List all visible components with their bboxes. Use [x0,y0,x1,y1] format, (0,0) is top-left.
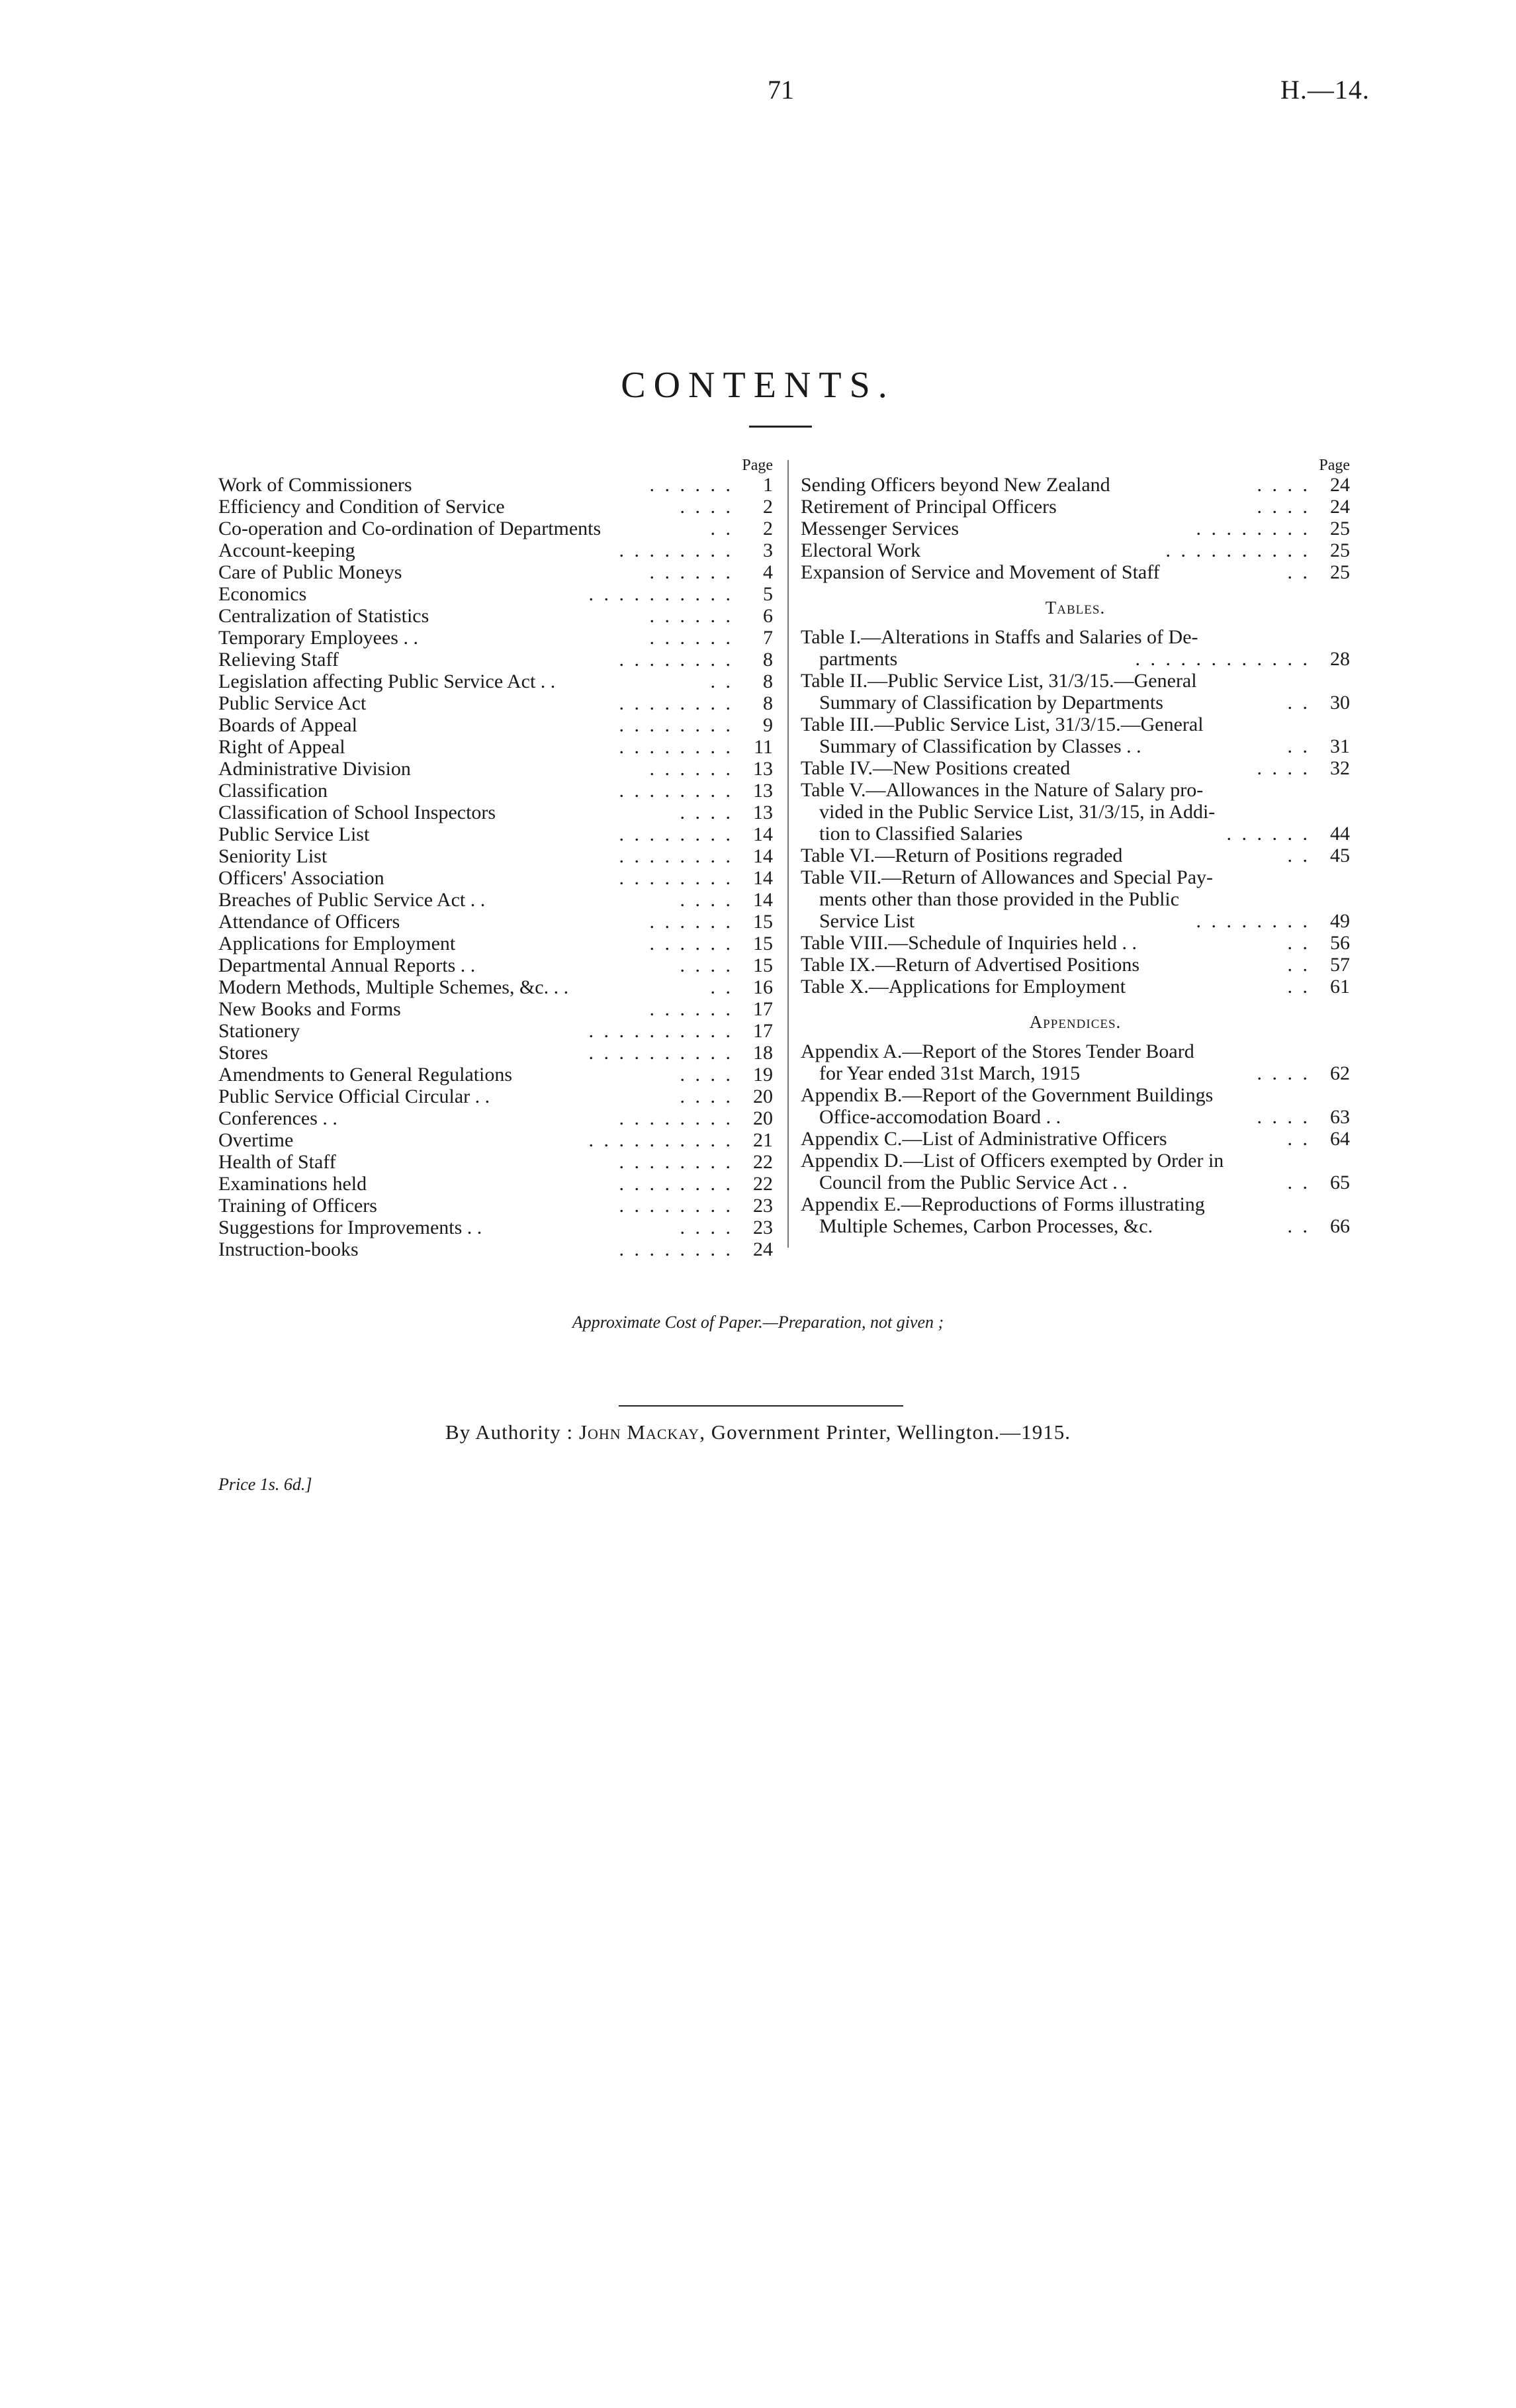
entry-page-number: 15 [753,911,773,933]
leader-dots: . . . . . . [645,933,734,954]
entry-title-continued: vided in the Public Service List, 31/3/15, in Addi- [819,801,1216,823]
leader-dots: . . . . . . . . [614,780,734,802]
leader-dots: . . . . . . . . [614,736,734,758]
contents-entry [218,1042,773,1064]
approximate-cost-note: Approximate Cost of Paper.—Preparation, not given ; [572,1313,944,1332]
contents-entry [218,736,773,758]
entry-title: Boards of Appeal [218,714,357,736]
title-rule [749,426,812,428]
entry-page-number: 61 [1330,976,1350,997]
leader-dots: . . [1282,692,1311,714]
table-entry [801,757,1350,779]
leader-dots: . . . . . . . . [614,845,734,867]
page-title: CONTENTS. [621,365,895,406]
entry-page-number: 65 [1330,1172,1350,1193]
entry-page-number: 25 [1330,518,1350,539]
contents-entry [218,561,773,583]
contents-entry [218,1129,773,1151]
entry-page-number: 17 [753,998,773,1020]
contents-right-column [801,457,1350,1237]
leader-dots: . . . . . . [645,998,734,1020]
contents-entry [801,474,1350,496]
entry-page-number: 7 [763,627,773,649]
leader-dots: . . . . . . . . . . [584,1020,734,1042]
entry-title: Public Service List [218,823,370,845]
entry-title: Table III.—Public Service List, 31/3/15.—General [801,714,1204,735]
contents-entry [801,518,1350,539]
entry-title: Appendix A.—Report of the Stores Tender Board [801,1041,1194,1062]
entry-title: Messenger Services [801,518,959,539]
leader-dots: . . . . . . . . [1191,518,1311,539]
leader-dots: . . . . . . . . [614,1173,734,1195]
entry-page-number: 31 [1330,735,1350,757]
entry-title [801,735,1350,757]
entry-page-number: 14 [753,867,773,889]
entry-title: Co-operation and Co-ordination of Departments [218,518,602,539]
entry-page-number: 17 [753,1020,773,1042]
leader-dots: . . . . . . [645,605,734,627]
entry-page-number: 57 [1330,954,1350,976]
leader-dots: . . . . . . . . . . [584,1042,734,1064]
entry-title: Table IV.—New Positions created [801,757,1071,779]
left-entries [218,474,773,1260]
contents-entry [218,954,773,976]
entry-title: Instruction-books [218,1238,359,1260]
leader-dots: . . [1282,561,1311,583]
entry-page-number: 23 [753,1195,773,1217]
entry-title: Public Service Act [218,692,367,714]
entry-page-number: 25 [1330,539,1350,561]
leader-dots: . . . . [675,1064,734,1086]
entry-title: Classification [218,780,328,802]
entry-title: Table X.—Applications for Employment [801,976,1126,997]
leader-dots: . . . . . . . . [614,1195,734,1217]
leader-dots: . . [1282,845,1311,866]
leader-dots: . . . . . . . . [614,714,734,736]
entry-page-number: 56 [1330,932,1350,954]
entry-title: Retirement of Principal Officers [801,496,1057,518]
leader-dots: . . . . [1252,474,1311,496]
entry-title: Electoral Work [801,539,921,561]
appendix-entry [801,1128,1350,1150]
leader-dots: . . [1282,1172,1311,1193]
entry-page-number: 13 [753,780,773,802]
entry-title: Table VIII.—Schedule of Inquiries held . . [801,932,1137,954]
printer-name: John Mackay [578,1420,700,1444]
entry-page-number: 24 [1330,474,1350,496]
leader-dots: . . [1282,954,1311,976]
leader-dots: . . . . . . . . . . [1161,539,1311,561]
entry-title: Appendix D.—List of Officers exempted by Order in [801,1150,1224,1172]
entry-title: Modern Methods, Multiple Schemes, &c. . . [218,976,569,998]
entry-page-number: 32 [1330,757,1350,779]
entry-page-number: 15 [753,954,773,976]
entry-title: Legislation affecting Public Service Act . . [218,671,556,692]
contents-entry [218,1151,773,1173]
entry-title: Right of Appeal [218,736,345,758]
contents-entry [218,1107,773,1129]
leader-dots: . . . . . . [645,474,734,496]
leader-dots: . . [705,671,734,692]
entry-title: Centralization of Statistics [218,605,429,627]
leader-dots: . . . . . . [645,561,734,583]
leader-dots: . . . . [675,1217,734,1238]
entry-title: Examinations held [218,1173,367,1195]
entry-page-number: 8 [763,649,773,671]
contents-entry [218,823,773,845]
entry-title-continued: Council from the Public Service Act . . [819,1172,1128,1193]
contents-entry [218,911,773,933]
leader-dots: . . . . . . . . . . . . [1130,648,1311,670]
entry-title: Training of Officers [218,1195,377,1217]
entry-title-continued: Multiple Schemes, Carbon Processes, &c. [819,1215,1153,1237]
leader-dots: . . . . . . . . [1191,910,1311,932]
appendix-entry [801,1084,1350,1128]
entry-title-continued: Service List [819,910,915,932]
document-reference: H.—14. [1280,75,1370,105]
leader-dots: . . . . [675,1086,734,1107]
appendices-heading: Appendices. [1029,1012,1122,1032]
leader-dots: . . [705,518,734,539]
entry-title: Conferences . . [218,1107,337,1129]
leader-dots: . . . . [675,889,734,911]
entry-title [801,801,1350,823]
leader-dots: . . . . . . . . [614,539,734,561]
entry-page-number: 3 [763,539,773,561]
entry-page-number: 45 [1330,845,1350,866]
appendices-entries [801,1041,1350,1237]
entry-title: Economics [218,583,307,605]
entry-title [801,1215,1350,1237]
contents-entry [218,1195,773,1217]
leader-dots: . . . . [1252,1106,1311,1128]
entry-title-continued: partments [819,648,898,670]
page-number: 71 [768,75,794,105]
leader-dots: . . [1282,1128,1311,1150]
leader-dots: . . [1282,1215,1311,1237]
contents-entry [218,605,773,627]
entry-page-number: 14 [753,845,773,867]
leader-dots: . . . . [675,496,734,518]
entry-title: Applications for Employment [218,933,456,954]
entry-page-number: 25 [1330,561,1350,583]
table-entry [801,714,1350,757]
contents-entry [218,889,773,911]
entry-page-number: 2 [763,518,773,539]
leader-dots: . . . . . . . . . . [584,1129,734,1151]
leader-dots: . . . . . . . . . . [584,583,734,605]
leader-dots: . . [1282,976,1311,997]
table-entry [801,954,1350,976]
right-entries [801,474,1350,583]
entry-title: Departmental Annual Reports . . [218,954,476,976]
entry-page-number: 30 [1330,692,1350,714]
contents-entry [218,780,773,802]
leader-dots: . . . . [675,802,734,823]
leader-dots: . . . . . . . . [614,1238,734,1260]
contents-entry [218,583,773,605]
leader-dots: . . . . . . [645,911,734,933]
leader-dots: . . . . . . [1222,823,1311,845]
contents-entry [218,998,773,1020]
appendix-entry [801,1193,1350,1237]
contents-entry [218,845,773,867]
authority-prefix: By Authority : [445,1420,574,1444]
entry-title: Table VII.—Return of Allowances and Special Pay- [801,866,1214,888]
contents-entry [218,1020,773,1042]
entry-page-number: 8 [763,692,773,714]
entry-title: Table VI.—Return of Positions regraded [801,845,1123,866]
contents-entry [218,496,773,518]
column-divider [787,460,789,1248]
entry-title-continued: Summary of Classification by Departments [819,692,1163,714]
contents-entry [218,671,773,692]
contents-entry [218,1238,773,1260]
contents-entry [218,933,773,954]
contents-entry [218,692,773,714]
entry-page-number: 21 [753,1129,773,1151]
entry-title-continued: for Year ended 31st March, 1915 [819,1062,1081,1084]
contents-entry [801,561,1350,583]
page-column-label: Page [742,457,773,474]
entry-title: Classification of School Inspectors [218,802,496,823]
entry-page-number: 22 [753,1173,773,1195]
entry-title: Relieving Staff [218,649,339,671]
page-column-label: Page [1319,457,1350,474]
entry-page-number: 66 [1330,1215,1350,1237]
entry-title: Health of Staff [218,1151,336,1173]
entry-title: Stationery [218,1020,300,1042]
table-entry [801,670,1350,714]
leader-dots: . . . . [1252,496,1311,518]
entry-title: Account-keeping [218,539,355,561]
entry-page-number: 62 [1330,1062,1350,1084]
leader-dots: . . . . . . . . [614,692,734,714]
entry-title: New Books and Forms [218,998,401,1020]
leader-dots: . . . . . . . . [614,1151,734,1173]
entry-page-number: 28 [1330,648,1350,670]
table-entry [801,976,1350,997]
contents-entry [218,802,773,823]
tables-entries [801,626,1350,997]
entry-page-number: 2 [763,496,773,518]
contents-entry [801,539,1350,561]
entry-page-number: 24 [753,1238,773,1260]
entry-title: Attendance of Officers [218,911,400,933]
leader-dots: . . . . . . . . [614,649,734,671]
contents-entry [218,539,773,561]
entry-title: Work of Commissioners [218,474,412,496]
contents-entry [218,518,773,539]
appendix-entry [801,1150,1350,1193]
entry-page-number: 23 [753,1217,773,1238]
entry-title-continued: Office-accomodation Board . . [819,1106,1061,1128]
entry-title: Table II.—Public Service List, 31/3/15.—General [801,670,1197,692]
entry-title: Appendix B.—Report of the Government Buildings [801,1084,1214,1106]
entry-page-number: 44 [1330,823,1350,845]
leader-dots: . . . . . . . . [614,1107,734,1129]
entry-title: Appendix C.—List of Administrative Officers [801,1128,1167,1150]
contents-entry [218,1064,773,1086]
entry-page-number: 20 [753,1086,773,1107]
contents-entry [801,496,1350,518]
table-entry [801,866,1350,932]
table-entry [801,845,1350,866]
entry-page-number: 22 [753,1151,773,1173]
leader-dots: . . . . [1252,757,1311,779]
entry-page-number: 18 [753,1042,773,1064]
entry-title: Suggestions for Improvements . . [218,1217,482,1238]
contents-entry [218,1086,773,1107]
tables-heading: Tables. [1045,598,1106,618]
footer-rule [619,1405,903,1407]
leader-dots: . . [1282,932,1311,954]
entry-page-number: 15 [753,933,773,954]
contents-entry [218,867,773,889]
leader-dots: . . . . . . [645,758,734,780]
contents-entry [218,649,773,671]
entry-title: Care of Public Moneys [218,561,402,583]
leader-dots: . . [705,976,734,998]
contents-entry [218,627,773,649]
entry-title: Sending Officers beyond New Zealand [801,474,1110,496]
entry-title: Public Service Official Circular . . [218,1086,490,1107]
entry-title: Breaches of Public Service Act . . [218,889,486,911]
entry-title-continued: ments other than those provided in the Public [819,888,1180,910]
entry-page-number: 49 [1330,910,1350,932]
contents-entry [218,758,773,780]
leader-dots: . . . . . . . . [614,867,734,889]
entry-title: Stores [218,1042,268,1064]
entry-page-number: 11 [754,736,773,758]
entry-title: Officers' Association [218,867,384,889]
leader-dots: . . . . . . . . [614,823,734,845]
entry-page-number: 14 [753,823,773,845]
contents-entry [218,1173,773,1195]
leader-dots: . . . . . . [645,627,734,649]
contents-entry [218,474,773,496]
entry-title: Overtime [218,1129,294,1151]
price-note: Price 1s. 6d.] [218,1475,312,1494]
authority-suffix: , Government Printer, Wellington.—1915. [699,1420,1071,1444]
leader-dots: . . . . [675,954,734,976]
leader-dots: . . . . [1252,1062,1311,1084]
table-entry [801,626,1350,670]
entry-title: Seniority List [218,845,328,867]
entry-page-number: 1 [763,474,773,496]
entry-title: Table IX.—Return of Advertised Positions [801,954,1140,976]
entry-page-number: 24 [1330,496,1350,518]
entry-page-number: 13 [753,758,773,780]
entry-title: Table V.—Allowances in the Nature of Salary pro- [801,779,1204,801]
authority-line [0,1420,1516,1444]
contents-left-column [218,457,773,1260]
entry-title: Temporary Employees . . [218,627,418,649]
entry-title: Amendments to General Regulations [218,1064,513,1086]
entry-page-number: 9 [763,714,773,736]
entry-title-continued: tion to Classified Salaries [819,823,1023,845]
entry-title [801,1172,1350,1193]
entry-page-number: 13 [753,802,773,823]
contents-entry [218,976,773,998]
table-entry [801,932,1350,954]
entry-page-number: 4 [763,561,773,583]
entry-page-number: 5 [763,583,773,605]
entry-page-number: 14 [753,889,773,911]
entry-title-continued: Summary of Classification by Classes . . [819,735,1141,757]
entry-page-number: 64 [1330,1128,1350,1150]
entry-page-number: 6 [763,605,773,627]
table-entry [801,779,1350,845]
contents-entry [218,1217,773,1238]
entry-page-number: 20 [753,1107,773,1129]
entry-title: Appendix E.—Reproductions of Forms illustrating [801,1193,1205,1215]
leader-dots: . . [1282,735,1311,757]
entry-title [801,692,1350,714]
entry-title: Administrative Division [218,758,411,780]
entry-page-number: 63 [1330,1106,1350,1128]
entry-page-number: 19 [753,1064,773,1086]
entry-title: Expansion of Service and Movement of Staff [801,561,1160,583]
entry-title: Efficiency and Condition of Service [218,496,505,518]
entry-title: Table I.—Alterations in Staffs and Salaries of De- [801,626,1198,648]
entry-page-number: 8 [763,671,773,692]
entry-title [801,888,1350,910]
contents-entry [218,714,773,736]
appendix-entry [801,1041,1350,1084]
entry-page-number: 16 [753,976,773,998]
